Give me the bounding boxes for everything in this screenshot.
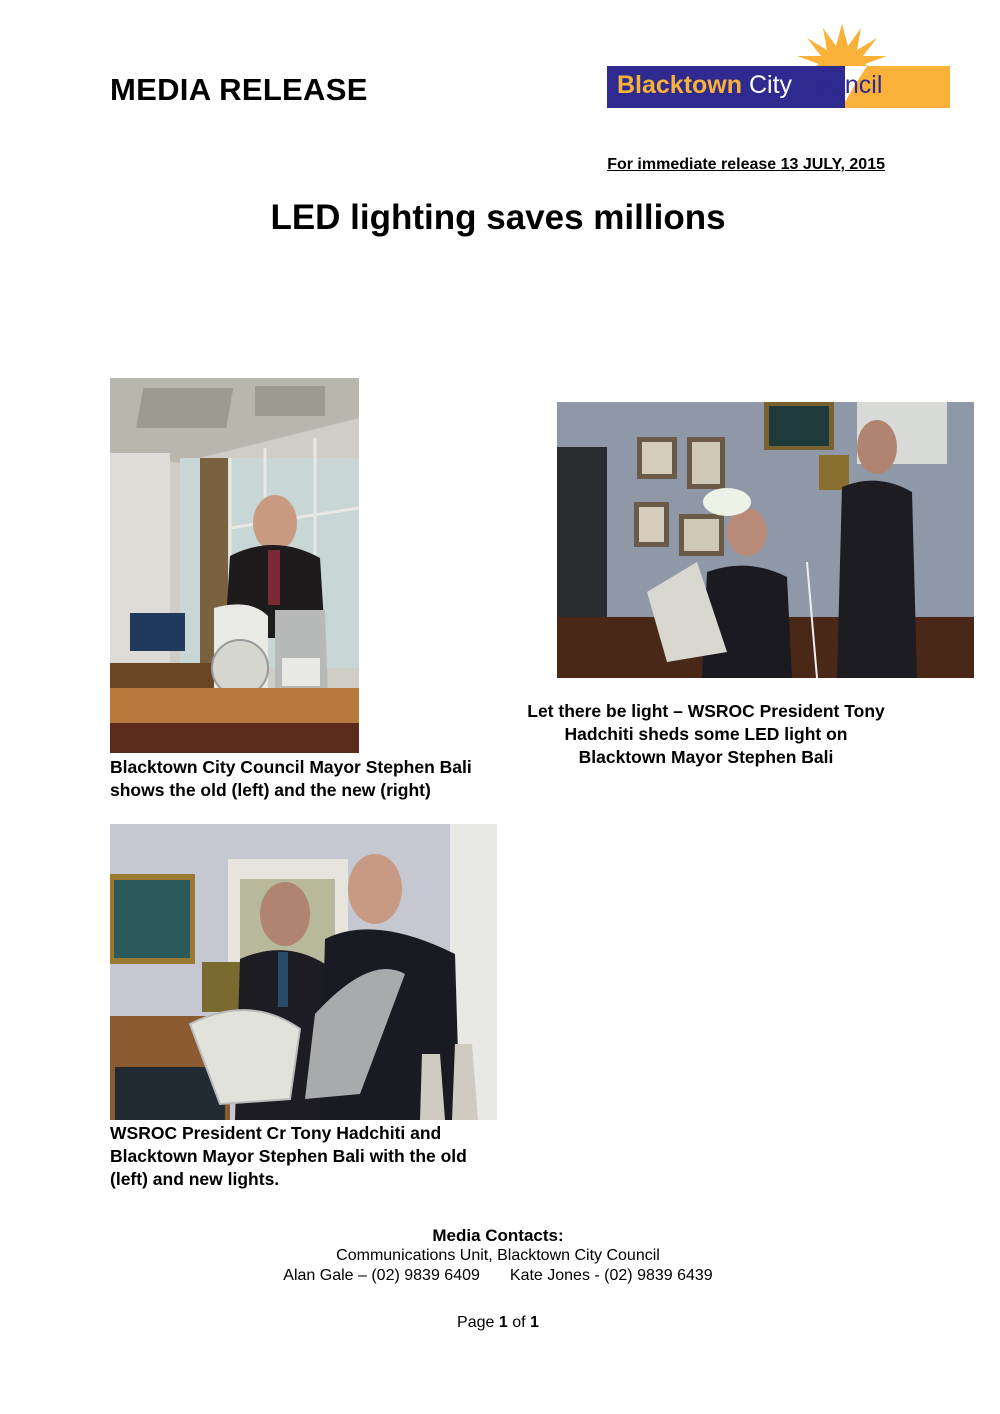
page-title: LED lighting saves millions [270, 198, 726, 237]
photo-caption-2: Let there be light – WSROC President Tony Hadchiti sheds some LED light on Blacktown Mayor Stephen Bali [527, 701, 885, 767]
photo-mayor-with-lights [110, 378, 359, 753]
photo-caption-3: WSROC President Cr Tony Hadchiti and Blacktown Mayor Stephen Bali with the old (left) and new lights. [110, 1123, 467, 1189]
contact-kate-jones: Kate Jones - (02) 9839 6439 [509, 1267, 713, 1284]
contacts-unit: Communications Unit, Blacktown City Council [336, 1247, 660, 1264]
media-contacts [0, 1226, 996, 1286]
page-number: Page 1 of 1 [457, 1314, 539, 1331]
photo-led-light-demo [557, 402, 974, 678]
photo-president-and-mayor [110, 824, 497, 1120]
contacts-people [0, 1266, 996, 1286]
council-logo [607, 24, 950, 109]
logo-word-city: City [748, 71, 793, 99]
media-release-heading: MEDIA RELEASE [110, 72, 368, 107]
logo-word-blacktown: Blacktown [617, 71, 743, 99]
contact-alan-gale: Alan Gale – (02) 9839 6409 [283, 1267, 480, 1284]
contacts-heading: Media Contacts: [432, 1226, 564, 1245]
photo-caption-1: Blacktown City Council Mayor Stephen Bali shows the old (left) and the new (right) [110, 757, 472, 800]
logo-word-council: Council [799, 71, 883, 99]
release-date-line: For immediate release 13 JULY, 2015 [607, 156, 885, 173]
